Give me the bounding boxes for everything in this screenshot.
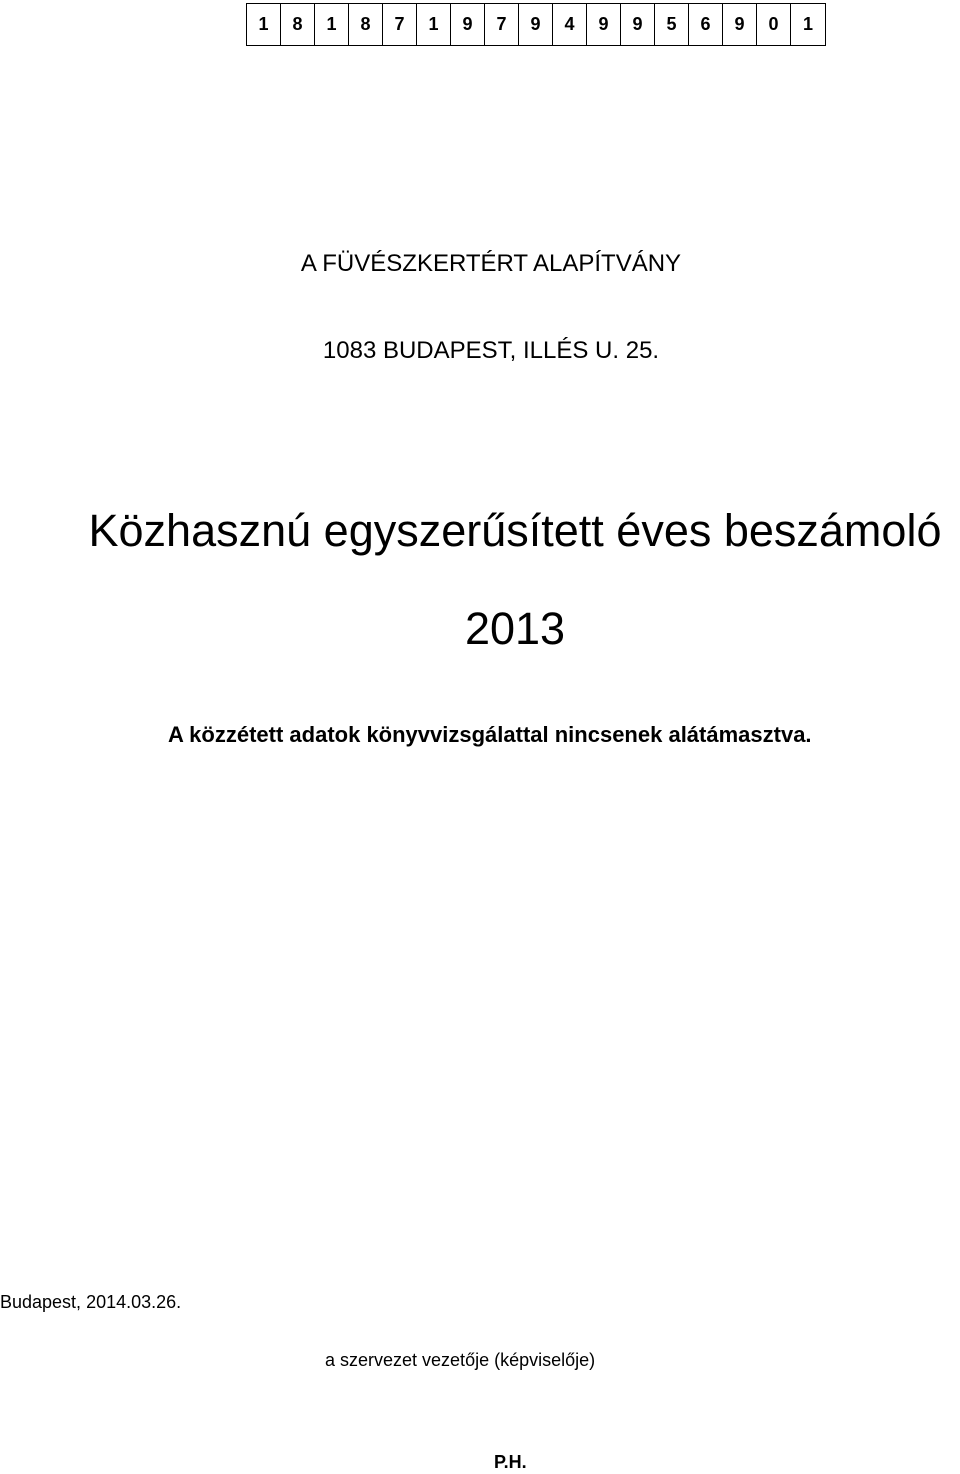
- tax-id-digit: 8: [349, 4, 383, 45]
- tax-id-digit: 5: [655, 4, 689, 45]
- tax-id-digit: 1: [315, 4, 349, 45]
- tax-id-digit: 0: [757, 4, 791, 45]
- tax-id-digit: 4: [553, 4, 587, 45]
- signature-caption: a szervezet vezetője (képviselője): [325, 1350, 596, 1370]
- tax-id-digit: 9: [451, 4, 485, 45]
- tax-id-digit: 9: [621, 4, 655, 45]
- tax-id-digit: 1: [791, 4, 826, 45]
- tax-id-digit: 1: [417, 4, 451, 45]
- tax-id-boxes: [246, 3, 826, 46]
- tax-id-digit: 9: [519, 4, 553, 45]
- report-year: 2013: [464, 603, 566, 654]
- organization-name: A FÜVÉSZKERTÉRT ALAPÍTVÁNY: [300, 250, 682, 277]
- tax-id-digit: 9: [587, 4, 621, 45]
- place-and-date: Budapest, 2014.03.26.: [0, 1292, 182, 1312]
- audit-disclaimer: A közzétett adatok könyvvizsgálattal nincsenek alátámasztva.: [168, 722, 812, 747]
- tax-id-digit: 7: [485, 4, 519, 45]
- tax-id-digit: 7: [383, 4, 417, 45]
- tax-id-digit: 8: [281, 4, 315, 45]
- stamp-label: P.H.: [494, 1452, 527, 1472]
- report-title: Közhasznú egyszerűsített éves beszámoló: [88, 505, 942, 556]
- tax-id-digit: 6: [689, 4, 723, 45]
- tax-id-digit: 9: [723, 4, 757, 45]
- organization-address: 1083 BUDAPEST, ILLÉS U. 25.: [322, 337, 660, 364]
- tax-id-digit: 1: [247, 4, 281, 45]
